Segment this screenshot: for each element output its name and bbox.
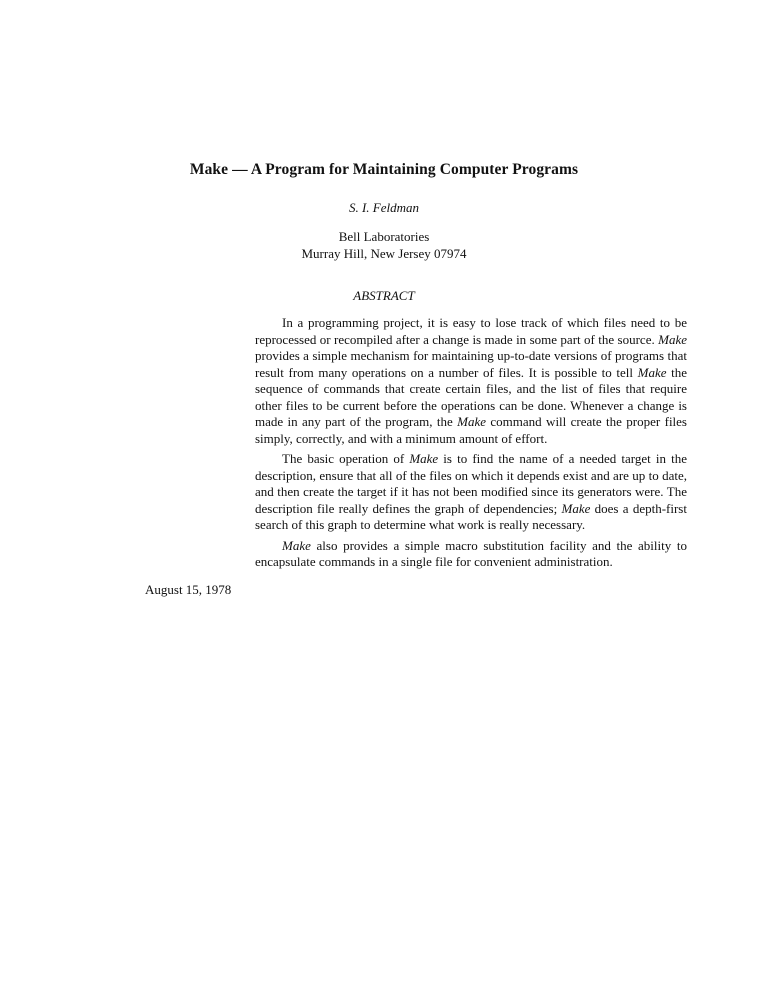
affiliation-line-org: Bell Laboratories [338, 229, 430, 244]
abstract-text: is to find the name of a needed target in the description, ensure that all of the files on which it depends exist and are up to date, and then create the target if it has not been modified since its generators were. The description file really defines the graph of dependencies; [255, 451, 687, 516]
author-name: S. I. Feldman [348, 200, 420, 215]
publication-date: August 15, 1978 [145, 582, 232, 597]
program-name: Make [637, 364, 667, 380]
paper-title: Make — A Program for Maintaining Computer Programs [189, 161, 579, 178]
affiliation-line-address: Murray Hill, New Jersey 07974 [301, 246, 467, 261]
abstract-text: In a programming project, it is easy to lose track of which files need to be reprocessed or recompiled after a change is made in some part of the source. [255, 315, 687, 347]
abstract-text: command will create the proper files simply, correctly, and with a minimum amount of effort. [255, 414, 687, 446]
abstract-body [255, 315, 687, 575]
abstract-paragraph [255, 315, 687, 447]
abstract-text: The basic operation of [282, 451, 410, 466]
abstract-text: provides a simple mechanism for maintaining up-to-date versions of programs that result from many operations on a number of files. It is possible to tell [255, 348, 687, 380]
program-name: Make [282, 537, 311, 553]
abstract-text: does a depth-first search of this graph to determine what work is really necessary. [255, 500, 687, 532]
program-name: Make [561, 500, 591, 516]
abstract-paragraph [255, 451, 687, 534]
abstract-text: also provides a simple macro substitution facility and the ability to encapsulate commands in a single file for convenient administration. [255, 537, 687, 569]
abstract-heading: ABSTRACT [353, 288, 415, 303]
program-name: Make [658, 331, 687, 347]
affiliation [0, 228, 768, 262]
program-name: Make [409, 451, 439, 466]
abstract-text: the sequence of commands that create certain files, and the list of files that require other files to be current before the operations can be done. Whenever a change is made in any part of the program, the [255, 364, 687, 429]
program-name: Make [457, 414, 487, 429]
abstract-paragraph [255, 538, 687, 571]
